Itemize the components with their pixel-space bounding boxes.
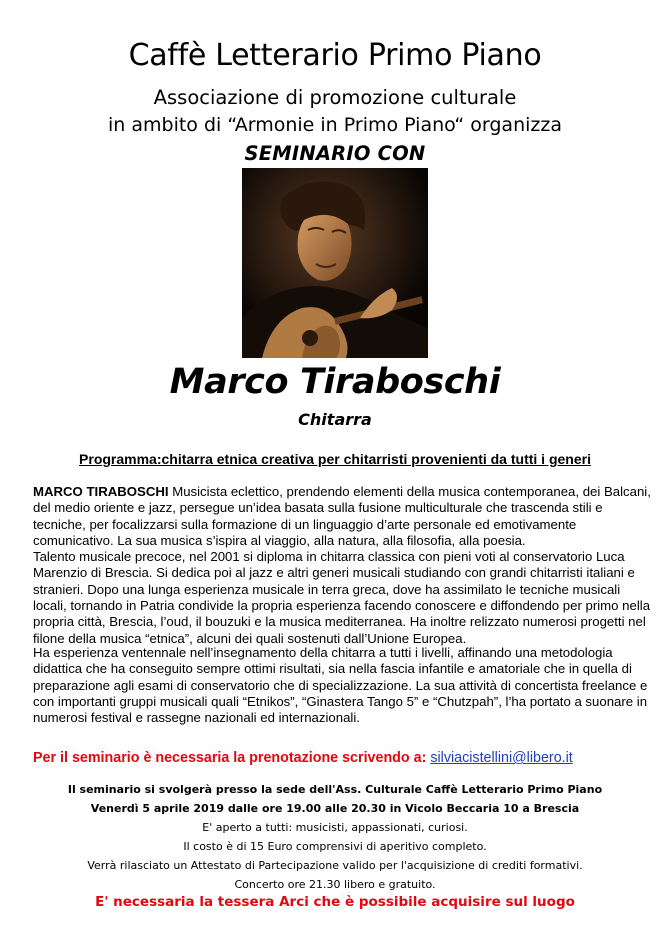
arci-card-notice: E' necessaria la tessera Arci che è possibile acquisire sul luogo [95,894,575,910]
program-description: Programma:chitarra etnica creativa per chitarristi provenienti da tutti i generi [79,451,591,467]
booking-email-link[interactable]: silviacistellini@libero.it [430,750,573,766]
booking-notice [33,750,653,766]
info-concert: Concerto ore 21.30 libero e gratuito. [234,878,436,891]
page-title: Caffè Letterario Primo Piano [128,38,542,73]
info-venue: Il seminario si svolgerà presso la sede dell'Ass. Culturale Caffè Letterario Primo Piano [67,783,603,796]
info-certificate: Verrà rilasciato un Attestato di Partecipazione valido per l'acquisizione di crediti formativi. [87,859,583,872]
info-cost: Il costo è di 15 Euro comprensivi di aperitivo completo. [183,840,487,853]
booking-request-text: Per il seminario è necessaria la prenotazione scrivendo a: [33,750,427,766]
seminar-heading: SEMINARIO CON [244,142,426,165]
info-audience: E' aperto a tutti: musicisti, appassionati, curiosi. [202,821,468,834]
subtitle-line-2: in ambito di “Armonie in Primo Piano“ organizza [108,114,562,136]
subtitle-line-1: Associazione di promozione culturale [153,86,517,109]
artist-instrument: Chitarra [298,410,372,429]
guitarist-photo [242,168,428,358]
bio-paragraph-1-text: Musicista eclettico, prendendo elementi della musica contemporanea, dei Balcani, del medio oriente e jazz, persegue un’idea basata sulla fusione multiculturale che trascenda stili e tecniche, per focalizzarsi sulla formazione di un linguaggio d’arte personale ed emotivamente comunicativo. La sua musica s’ispira al viaggio, alla natura, alla filosofia, alla poesia. [33,484,651,548]
info-date: Venerdì 5 aprile 2019 dalle ore 19.00 alle 20.30 in Vicolo Beccaria 10 a Brescia [90,802,580,815]
bio-lead-name: MARCO TIRABOSCHI [33,484,169,499]
artist-name: Marco Tiraboschi [169,362,501,402]
bio-paragraph-2: Ha esperienza ventennale nell’insegnamento della chitarra a tutti i livelli, affinando una metodologia didattica che ha conseguito sempre ottimi risultati, sia nella fascia infantile e amatoriale che in quella di preparazione agli esami di conservatorio che di specializzazione. La sua attività di concertista freelance e con importanti gruppi musicali quali “Etnikos”, “Ginastera Tango 5” e “Chutzpah”, l’ha portato a suonare in numerosi festival e rassegne nazionali ed internazionali. [33,645,648,726]
bio-paragraph-1 [33,484,653,647]
guitarist-photo-illustration [242,168,428,358]
bio-paragraph-1-continued: Talento musicale precoce, nel 2001 si diploma in chitarra classica con pieni voti al conservatorio Luca Marenzio di Brescia. Si dedica poi al jazz e altri generi musicali studiando con grandi chitarristi italiani e stranieri. Dopo una lunga esperienza musicale in terra greca, dove ha assimilato le tecniche musicali locali, tornando in Patria condivide la propria esperienza facendo conoscere e diffondendo per primo nella propria città, Brescia, l’oud, il bouzuki e la musica mediterranea. Ha inoltre relizzato numerosi progetti nel filone della musica “etnica”, alcuni dei quali sostenuti dall’Unione Europea. [33,549,651,646]
